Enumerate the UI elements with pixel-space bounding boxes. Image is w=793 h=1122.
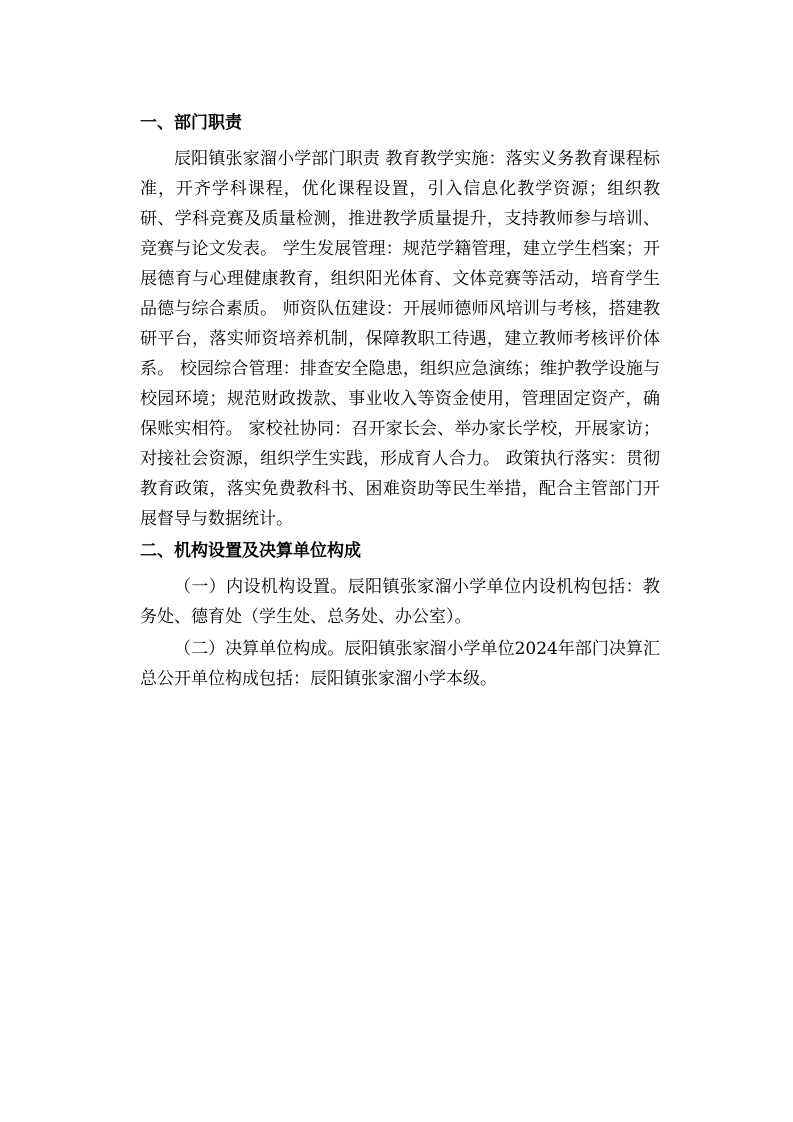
internal-organization-paragraph: （一）内设机构设置。辰阳镇张家溜小学单位内设机构包括：教务处、德育处（学生处、总务处、办公室）。 [140, 577, 660, 627]
document-content [140, 108, 660, 694]
reporting-unit-paragraph: （二）决算单位构成。辰阳镇张家溜小学单位2024年部门决算汇总公开单位构成包括：辰阳镇张家溜小学本级。 [140, 639, 660, 689]
section-heading-department-duties: 一、部门职责 [140, 113, 242, 133]
section-heading-organization: 二、机构设置及决算单位构成 [140, 541, 361, 561]
department-duties-paragraph: 辰阳镇张家溜小学部门职责 教育教学实施：落实义务教育课程标准，开齐学科课程，优化课程设置，引入信息化教学资源；组织教研、学科竞赛及质量检测，推进教学质量提升，支持教师参与培训、竞赛与论文发表。 学生发展管理：规范学籍管理，建立学生档案；开展德育与心理健康教育，组织阳光体育、文体竞赛等活动，培育学生品德与综合素质。 师资队伍建设：开展师德师风培训与考核，搭建教研平台，落实师资培养机制，保障教职工待遇，建立教师考核评价体系。 校园综合管理：排查安全隐患，组织应急演练；维护教学设施与校园环境；规范财政拨款、事业收入等资金使用，管理固定资产，确保账实相符。 家校社协同：召开家长会、举办家长学校，开展家访；对接社会资源，组织学生实践，形成育人合力。 政策执行落实：贯彻教育政策，落实免费教科书、困难资助等民生举措，配合主管部门开展督导与数据统计。 [140, 149, 660, 529]
